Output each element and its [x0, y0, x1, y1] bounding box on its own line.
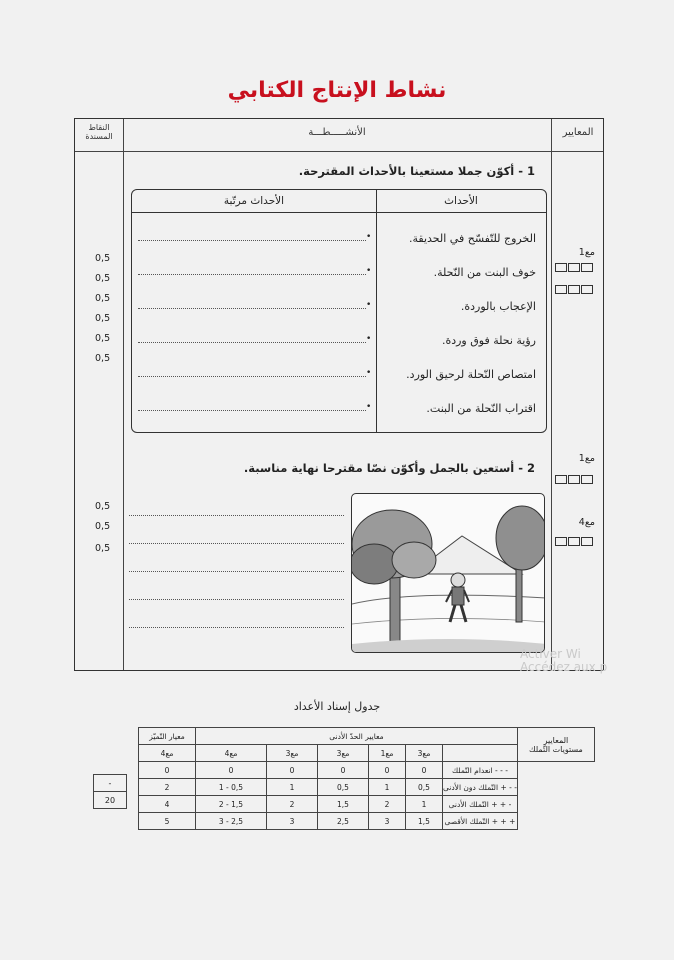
score-boxes[interactable]	[555, 537, 594, 546]
page-title: نشاط الإنتاج الكتابي	[227, 78, 447, 103]
writing-line[interactable]	[129, 543, 344, 544]
ordered-events-header: الأحداث مرتّبة	[223, 195, 285, 207]
score-boxes[interactable]	[555, 263, 594, 272]
question-1: 1 - أكوّن جملا مستعينا بالأحداث المقترحة.	[298, 164, 535, 178]
criterion-label: مع4	[578, 517, 595, 528]
answer-line[interactable]	[138, 240, 366, 241]
score-boxes[interactable]	[555, 285, 594, 294]
event-item: اقتراب النّحلة من البنت.	[426, 402, 536, 415]
activity-sheet	[74, 118, 604, 671]
score: 0,5	[95, 501, 111, 512]
grading-table: معيار التّميّز معايير الحدّ الأدنى المعايير مستويات التّملك مع4 مع4 مع3 مع3 مع1 مع3 0 0 0 0 0 0 انعدام التّملك - - - 2 1 - 0,5 1 0,5 1 0,5 التّملك دون الأدنى + - - 4 2 - 1,5 2 1,5 2 1 التّملك الأدنى + + - 5 3 - 2,5 3 2,5 3 1,5 التّملك الأقصى + + +	[138, 727, 595, 830]
grading-table-title: جدول إسناد الأعداد	[293, 700, 381, 713]
event-item: خوف البنت من النّحلة.	[433, 266, 536, 279]
score: 0,5	[95, 293, 111, 304]
park-illustration	[351, 493, 545, 653]
criteria-header: المعايير	[562, 127, 594, 138]
points-header: النقاط المسندة	[85, 123, 113, 141]
score: 0,5	[95, 273, 111, 284]
table-row: 5 3 - 2,5 3 2,5 3 1,5 التّملك الأقصى + + +	[139, 813, 595, 830]
activation-watermark: Activer Wi Accédez aux p	[520, 647, 608, 674]
events-header: الأحداث	[444, 195, 478, 207]
table-row: 0 0 0 0 0 0 انعدام التّملك - - -	[139, 762, 595, 779]
event-item: امتصاص النّحلة لرحيق الورد.	[406, 368, 536, 381]
bullet: •	[366, 266, 372, 276]
bullet: •	[366, 402, 372, 412]
score: 0,5	[95, 521, 111, 532]
bullet: •	[366, 232, 372, 242]
table-row: 2 1 - 0,5 1 0,5 1 0,5 التّملك دون الأدنى + - -	[139, 779, 595, 796]
table-row: 4 2 - 1,5 2 1,5 2 1 التّملك الأدنى + + -	[139, 796, 595, 813]
criterion-label: مع1	[578, 453, 595, 464]
excellence-header: معيار التّميّز	[139, 728, 196, 745]
bullet: •	[366, 334, 372, 344]
question-2: 2 - أستعين بالجمل وأكوّن نصّا مقترحا نهاية مناسبة.	[243, 461, 535, 475]
event-item: رؤية نحلة فوق وردة.	[441, 334, 536, 347]
total-table: - 20	[93, 774, 127, 809]
score: 0,5	[95, 313, 111, 324]
activity-header: الأنشـــــطـــة	[308, 127, 366, 138]
score-boxes[interactable]	[555, 475, 594, 484]
score: 0,5	[95, 253, 111, 264]
writing-line[interactable]	[129, 571, 344, 572]
answer-line[interactable]	[138, 308, 366, 309]
criterion-label: مع1	[578, 247, 595, 258]
min-criteria-header: معايير الحدّ الأدنى	[196, 728, 518, 745]
score: 0,5	[95, 333, 111, 344]
answer-line[interactable]	[138, 376, 366, 377]
answer-line[interactable]	[138, 342, 366, 343]
event-item: الخروج للتّفسّح في الحديقة.	[409, 232, 536, 245]
answer-line[interactable]	[138, 410, 366, 411]
events-table	[131, 189, 547, 433]
bullet: •	[366, 300, 372, 310]
total-score: 20	[94, 792, 127, 809]
writing-line[interactable]	[129, 627, 344, 628]
writing-line[interactable]	[129, 599, 344, 600]
answer-line[interactable]	[138, 274, 366, 275]
bullet: •	[366, 368, 372, 378]
writing-line[interactable]	[129, 515, 344, 516]
event-item: الإعجاب بالوردة.	[460, 300, 536, 313]
score: 0,5	[95, 543, 111, 554]
score: 0,5	[95, 353, 111, 364]
